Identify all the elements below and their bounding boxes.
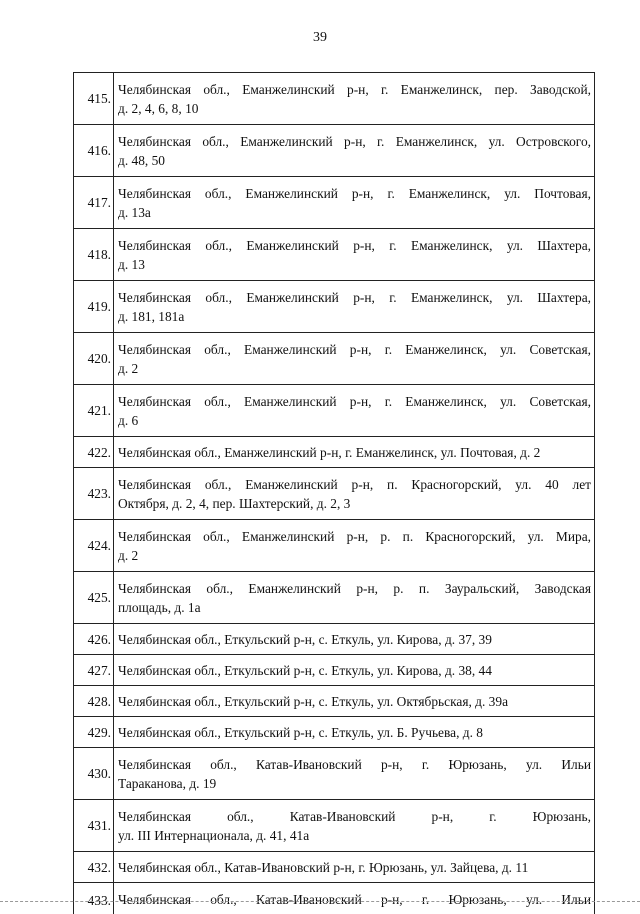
address-line-1: Челябинская обл., Еткульский р-н, с. Еткуль, ул. Кирова, д. 38, 44	[118, 661, 591, 680]
address-line-2: д. 181, 181а	[118, 307, 591, 326]
address-line-1: Челябинская обл., Еманжелинский р-н, г. Еманжелинск, ул. Островского,	[118, 132, 591, 151]
address-cell	[114, 229, 595, 281]
row-number: 420.	[74, 333, 114, 385]
address-line-1: Челябинская обл., Еткульский р-н, с. Еткуль, ул. Октябрьская, д. 39а	[118, 692, 591, 711]
row-number: 418.	[74, 229, 114, 281]
address-table	[73, 72, 595, 914]
address-cell	[114, 686, 595, 717]
table-row	[74, 333, 595, 385]
address-cell	[114, 655, 595, 686]
table-row	[74, 73, 595, 125]
address-line-1: Челябинская обл., Катав-Ивановский р-н, г. Юрюзань,	[118, 807, 591, 826]
table-row	[74, 125, 595, 177]
row-number: 415.	[74, 73, 114, 125]
address-cell	[114, 800, 595, 852]
address-line-1: Челябинская обл., Еманжелинский р-н, г. Еманжелинск, ул. Шахтера,	[118, 236, 591, 255]
table-row	[74, 686, 595, 717]
table-row	[74, 572, 595, 624]
address-cell	[114, 520, 595, 572]
address-cell	[114, 73, 595, 125]
address-line-2: д. 2	[118, 546, 591, 565]
address-cell	[114, 717, 595, 748]
address-line-2: д. 13	[118, 255, 591, 274]
address-line-1: Челябинская обл., Еманжелинский р-н, г. Еманжелинск, ул. Советская,	[118, 340, 591, 359]
table-row	[74, 800, 595, 852]
address-line-1: Челябинская обл., Катав-Ивановский р-н, г. Юрюзань, ул. Ильи	[118, 755, 591, 774]
address-cell	[114, 125, 595, 177]
address-cell	[114, 572, 595, 624]
address-cell	[114, 385, 595, 437]
address-line-1: Челябинская обл., Еманжелинский р-н, г. Еманжелинск, ул. Шахтера,	[118, 288, 591, 307]
address-line-1: Челябинская обл., Еманжелинский р-н, г. Еманжелинск, пер. Заводской,	[118, 80, 591, 99]
address-line-2: площадь, д. 1а	[118, 598, 591, 617]
page-number: 39	[0, 29, 640, 47]
table-row	[74, 624, 595, 655]
row-number: 427.	[74, 655, 114, 686]
address-cell	[114, 852, 595, 883]
address-line-1: Челябинская обл., Катав-Ивановский р-н, г. Юрюзань, ул. Зайцева, д. 11	[118, 858, 591, 877]
row-number: 425.	[74, 572, 114, 624]
row-number: 428.	[74, 686, 114, 717]
address-line-2: д. 2, 4, 6, 8, 10	[118, 99, 591, 118]
row-number: 429.	[74, 717, 114, 748]
row-number: 417.	[74, 177, 114, 229]
table-row	[74, 281, 595, 333]
address-line-2: д. 13а	[118, 203, 591, 222]
address-line-1: Челябинская обл., Еманжелинский р-н, р. п. Красногорский, ул. Мира,	[118, 527, 591, 546]
table-row	[74, 385, 595, 437]
address-cell	[114, 468, 595, 520]
table-row	[74, 883, 595, 914]
address-line-1: Челябинская обл., Еманжелинский р-н, п. Красногорский, ул. 40 лет	[118, 475, 591, 494]
address-cell	[114, 748, 595, 800]
row-number: 419.	[74, 281, 114, 333]
address-cell	[114, 624, 595, 655]
address-line-1: Челябинская обл., Еманжелинский р-н, г. Еманжелинск, ул. Почтовая,	[118, 184, 591, 203]
row-number: 432.	[74, 852, 114, 883]
address-table-body	[74, 73, 595, 914]
row-number: 422.	[74, 437, 114, 468]
row-number: 433.	[74, 883, 114, 914]
address-line-1: Челябинская обл., Еткульский р-н, с. Еткуль, ул. Б. Ручьева, д. 8	[118, 723, 591, 742]
row-number: 424.	[74, 520, 114, 572]
address-cell	[114, 281, 595, 333]
address-line-1: Челябинская обл., Еткульский р-н, с. Еткуль, ул. Кирова, д. 37, 39	[118, 630, 591, 649]
address-line-2: д. 2	[118, 359, 591, 378]
address-cell	[114, 437, 595, 468]
table-row	[74, 229, 595, 281]
table-row	[74, 520, 595, 572]
table-row	[74, 177, 595, 229]
row-number: 426.	[74, 624, 114, 655]
address-cell	[114, 883, 595, 914]
address-line-2: д. 6	[118, 411, 591, 430]
page-bottom-edge	[0, 901, 640, 903]
address-line-1: Челябинская обл., Еманжелинский р-н, г. Еманжелинск, ул. Советская,	[118, 392, 591, 411]
address-line-1: Челябинская обл., Катав-Ивановский р-н, г. Юрюзань, ул. Ильи	[118, 890, 591, 909]
table-row	[74, 717, 595, 748]
row-number: 430.	[74, 748, 114, 800]
row-number: 416.	[74, 125, 114, 177]
address-line-2: Тараканова, д. 19	[118, 774, 591, 793]
address-cell	[114, 333, 595, 385]
address-line-1: Челябинская обл., Еманжелинский р-н, г. Еманжелинск, ул. Почтовая, д. 2	[118, 443, 591, 462]
table-row	[74, 655, 595, 686]
address-line-2: д. 48, 50	[118, 151, 591, 170]
table-row	[74, 437, 595, 468]
table-row	[74, 468, 595, 520]
address-line-1: Челябинская обл., Еманжелинский р-н, р. п. Зауральский, Заводская	[118, 579, 591, 598]
row-number: 423.	[74, 468, 114, 520]
address-cell	[114, 177, 595, 229]
table-row	[74, 748, 595, 800]
address-line-2: ул. III Интернационала, д. 41, 41а	[118, 826, 591, 845]
row-number: 431.	[74, 800, 114, 852]
address-line-2: Октября, д. 2, 4, пер. Шахтерский, д. 2, 3	[118, 494, 591, 513]
table-row	[74, 852, 595, 883]
row-number: 421.	[74, 385, 114, 437]
